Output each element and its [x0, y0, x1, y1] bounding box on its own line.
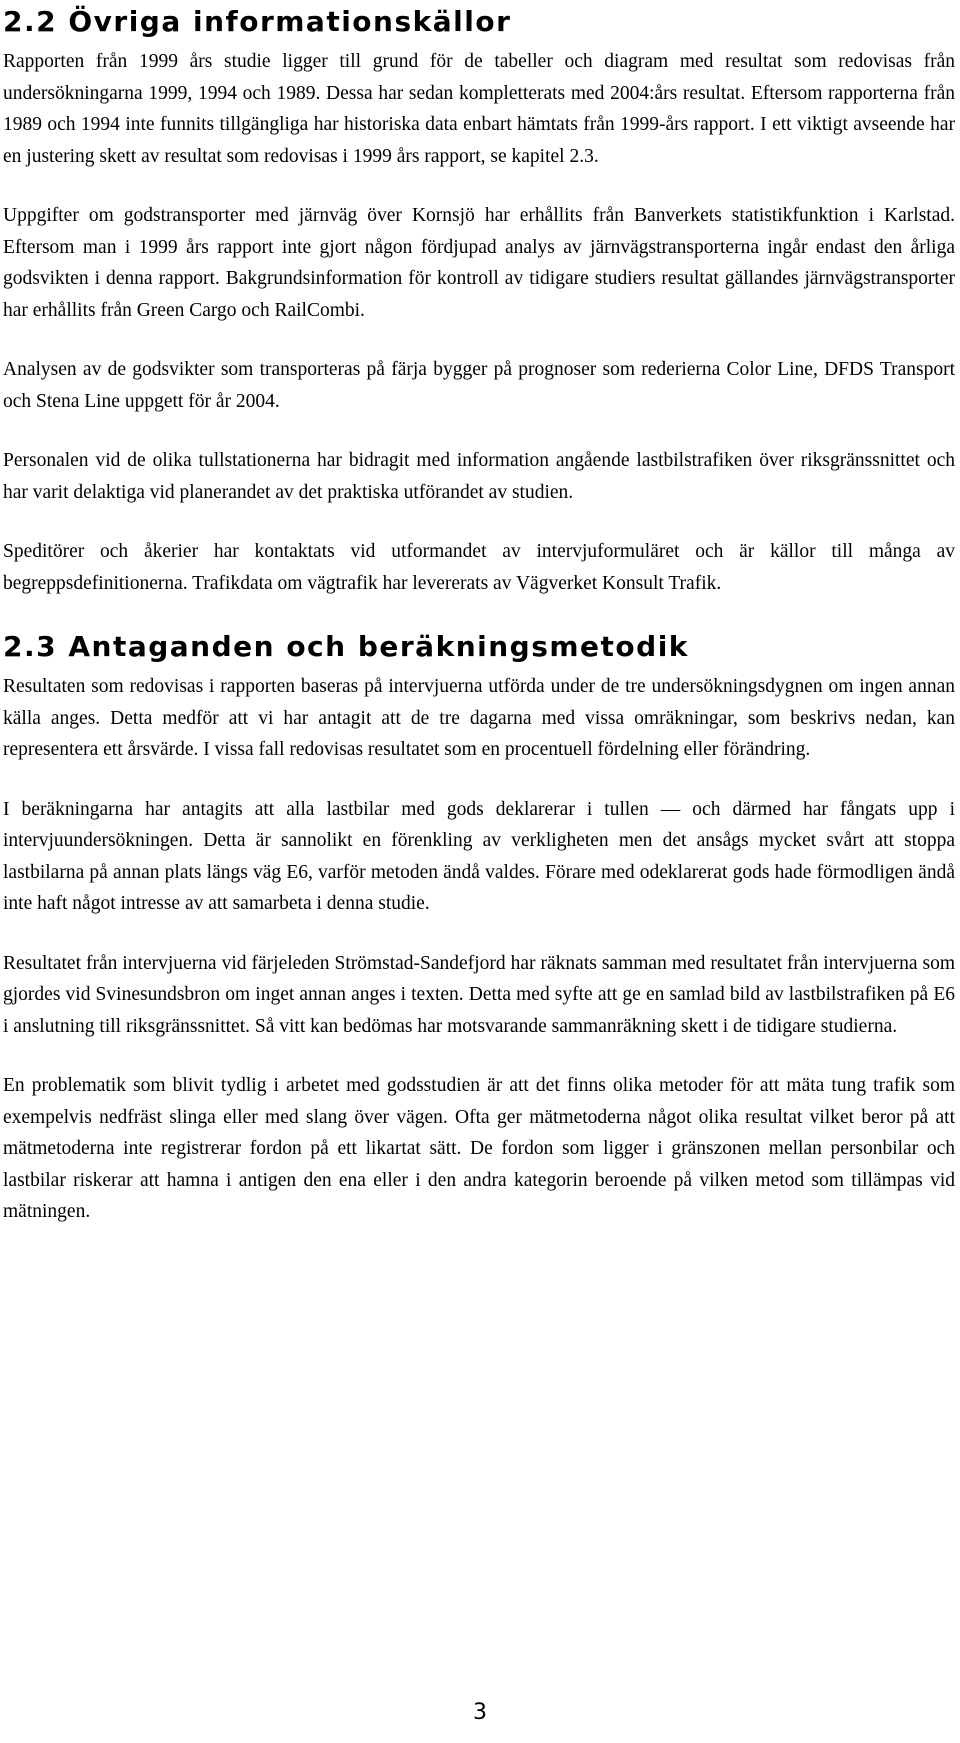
paragraph-sources-2: Uppgifter om godstransporter med järnväg över Kornsjö har erhållits från Banverkets statistikfunktion i Karlstad. Eftersom man i 1999 års rapport inte gjort någon fördjupad analys av järnvägstransporterna ingår endast den årliga godsvikten i denna rapport. Bakgrundsinformation för kontroll av tidigare studiers resultat gällandes järnvägstransporter har erhållits från Green Cargo och RailCombi. — [3, 205, 955, 321]
paragraph-sources-4: Personalen vid de olika tullstationerna har bidragit med information angående lastbilstrafiken över riksgränssnittet och har varit delaktiga vid planerandet av det praktiska utförandet av studien. — [3, 450, 955, 503]
section-heading-2-2: 2.2 Övriga informationskällor — [3, 5, 512, 38]
paragraph-sources-5: Speditörer och åkerier har kontaktats vid utformandet av intervjuformuläret och är källor till många av begreppsdefinitionerna. Trafikdata om vägtrafik har levererats av Vägverket Konsult Trafik. — [3, 541, 955, 594]
section-heading-2-3: 2.3 Antaganden och beräkningsmetodik — [3, 630, 689, 663]
paragraph-method-4: En problematik som blivit tydlig i arbetet med godsstudien är att det finns olika metoder för att mäta tung trafik som exempelvis nedfräst slinga eller med slang över vägen. Ofta ger mätmetoderna något olika resultat vilket beror på att mätmetoderna inte registrerar fordon på ett likartat sätt. De fordon som ligger i gränszonen mellan personbilar och lastbilar riskerar att hamna i antigen den ena eller i den andra kategorin beroende på vilken metod som tillämpas vid mätningen. — [3, 1075, 955, 1222]
paragraph-method-1: Resultaten som redovisas i rapporten baseras på intervjuerna utförda under de tre undersökningsdygnen om ingen annan källa anges. Detta medför att vi har antagit att de tre dagarna med vissa omräkningar, som beskrivs nedan, kan representera ett årsvärde. I vissa fall redovisas resultatet som en procentuell fördelning eller förändring. — [3, 676, 955, 760]
paragraph-method-3: Resultatet från intervjuerna vid färjeleden Strömstad-Sandefjord har räknats samman med resultatet från intervjuerna som gjordes vid Svinesundsbron om inget annan anges i texten. Detta med syfte att ge en samlad bild av lastbilstrafiken på E6 i anslutning till riksgränssnittet. Så vitt kan bedömas har motsvarande sammanräkning skett i de tidigare studierna. — [3, 952, 955, 1037]
page-number: 3 — [473, 1700, 487, 1725]
paragraph-method-2: I beräkningarna har antagits att alla lastbilar med gods deklarerar i tullen — och därmed har fångats upp i intervjuundersökningen. Detta är sannolikt en förenkling av verkligheten men det ansågs mycket svårt att stoppa lastbilarna på annan plats längs väg E6, varför metoden ändå valdes. Förare med odeklarerat gods hade förmodligen ändå inte haft något intresse av att samarbeta i denna studie. — [3, 798, 955, 914]
paragraph-sources-1: Rapporten från 1999 års studie ligger till grund för de tabeller och diagram med resultat som redovisas från undersökningarna 1999, 1994 och 1989. Dessa har sedan kompletterats med 2004:års resultat. Eftersom rapporterna från 1989 och 1994 inte funnits tillgängliga har historiska data enbart hämtats från 1999-års rapport. I ett viktigt avseende har en justering skett av resultat som redovisas i 1999 års rapport, se kapitel 2.3. — [3, 51, 955, 167]
paragraph-sources-3: Analysen av de godsvikter som transporteras på färja bygger på prognoser som rederierna Color Line, DFDS Transport och Stena Line uppgett för år 2004. — [3, 359, 955, 412]
